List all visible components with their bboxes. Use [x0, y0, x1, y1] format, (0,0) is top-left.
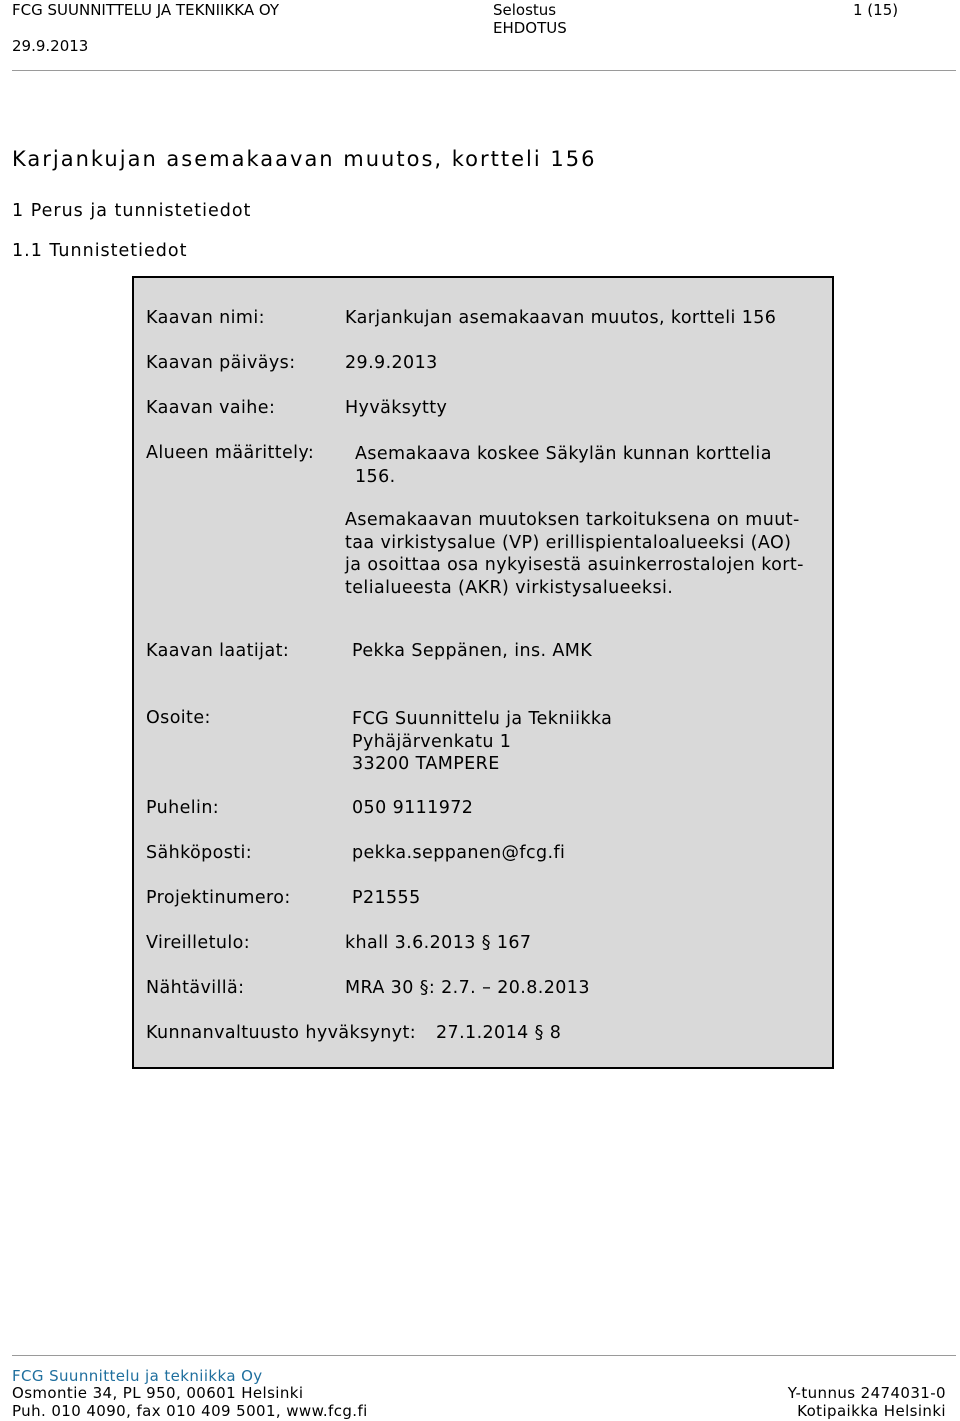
- public-display-value: MRA 30 §: 2.7. – 20.8.2013: [345, 978, 590, 998]
- plan-name-value: Karjankujan asemakaavan muutos, kortteli 156: [345, 308, 777, 328]
- authors-value: Pekka Seppänen, ins. AMK: [352, 641, 593, 661]
- plan-date-label: Kaavan päiväys:: [146, 353, 296, 373]
- email-value: pekka.seppanen@fcg.fi: [352, 843, 566, 863]
- header-divider: [12, 70, 956, 71]
- plan-purpose-text: [345, 509, 804, 599]
- council-approval-label: Kunnanvaltuusto hyväksynyt:: [146, 1023, 417, 1043]
- address-line: FCG Suunnittelu ja Tekniikka: [352, 709, 613, 729]
- section-heading-1-1: 1.1 Tunnistetiedot: [12, 241, 188, 261]
- initiation-value: khall 3.6.2013 § 167: [345, 933, 532, 953]
- area-definition-label: Alueen määrittely:: [146, 443, 315, 463]
- plan-purpose-line: ja osoittaa osa nykyisestä asuinkerrostalojen kort-: [345, 555, 804, 575]
- footer-address: Osmontie 34, PL 950, 00601 Helsinki: [12, 1384, 304, 1402]
- project-number-value: P21555: [352, 888, 421, 908]
- phone-label: Puhelin:: [146, 798, 220, 818]
- address-line: Pyhäjärvenkatu 1: [352, 731, 512, 752]
- plan-name-label: Kaavan nimi:: [146, 308, 265, 328]
- document-title: Karjankujan asemakaavan muutos, kortteli 156: [12, 147, 597, 171]
- plan-phase-label: Kaavan vaihe:: [146, 398, 276, 418]
- plan-date-value: 29.9.2013: [345, 353, 438, 373]
- area-definition-text: [355, 443, 772, 488]
- section-heading-1: 1 Perus ja tunnistetiedot: [12, 201, 252, 221]
- plan-phase-value: Hyväksytty: [345, 398, 448, 418]
- footer-company: FCG Suunnittelu ja tekniikka Oy: [12, 1367, 263, 1385]
- public-display-label: Nähtävillä:: [146, 978, 245, 998]
- address-line: 33200 TAMPERE: [352, 754, 500, 774]
- initiation-label: Vireilletulo:: [146, 933, 250, 953]
- phone-value: 050 9111972: [352, 798, 474, 818]
- header-page-number: 1 (15): [853, 1, 899, 19]
- plan-purpose-line: telialueesta (AKR) virkistysalueeksi.: [345, 577, 674, 598]
- footer-contact: Puh. 010 4090, fax 010 409 5001, www.fcg.fi: [12, 1402, 368, 1420]
- plan-purpose-line: taa virkistysalue (VP) erillispientaloalueeksi (AO): [345, 532, 792, 553]
- header-company: FCG SUUNNITTELU JA TEKNIIKKA OY: [12, 1, 280, 19]
- project-number-label: Projektinumero:: [146, 888, 291, 908]
- header-date: 29.9.2013: [12, 37, 89, 55]
- footer-domicile: Kotipaikka Helsinki: [797, 1402, 946, 1420]
- footer-business-id: Y-tunnus 2474031-0: [787, 1384, 946, 1402]
- header-status: EHDOTUS: [493, 19, 567, 37]
- area-definition-line: Asemakaava koskee Säkylän kunnan korttelia: [355, 444, 772, 464]
- address-value: [352, 708, 612, 776]
- address-label: Osoite:: [146, 708, 211, 728]
- header-doc-type: Selostus: [493, 1, 557, 19]
- authors-label: Kaavan laatijat:: [146, 641, 290, 661]
- identification-box: [132, 276, 834, 1069]
- plan-purpose-line: Asemakaavan muutoksen tarkoituksena on muut-: [345, 510, 800, 530]
- area-definition-line: 156.: [355, 466, 396, 487]
- council-approval-value: 27.1.2014 § 8: [436, 1023, 562, 1043]
- footer-divider: [12, 1355, 956, 1356]
- email-label: Sähköposti:: [146, 843, 253, 863]
